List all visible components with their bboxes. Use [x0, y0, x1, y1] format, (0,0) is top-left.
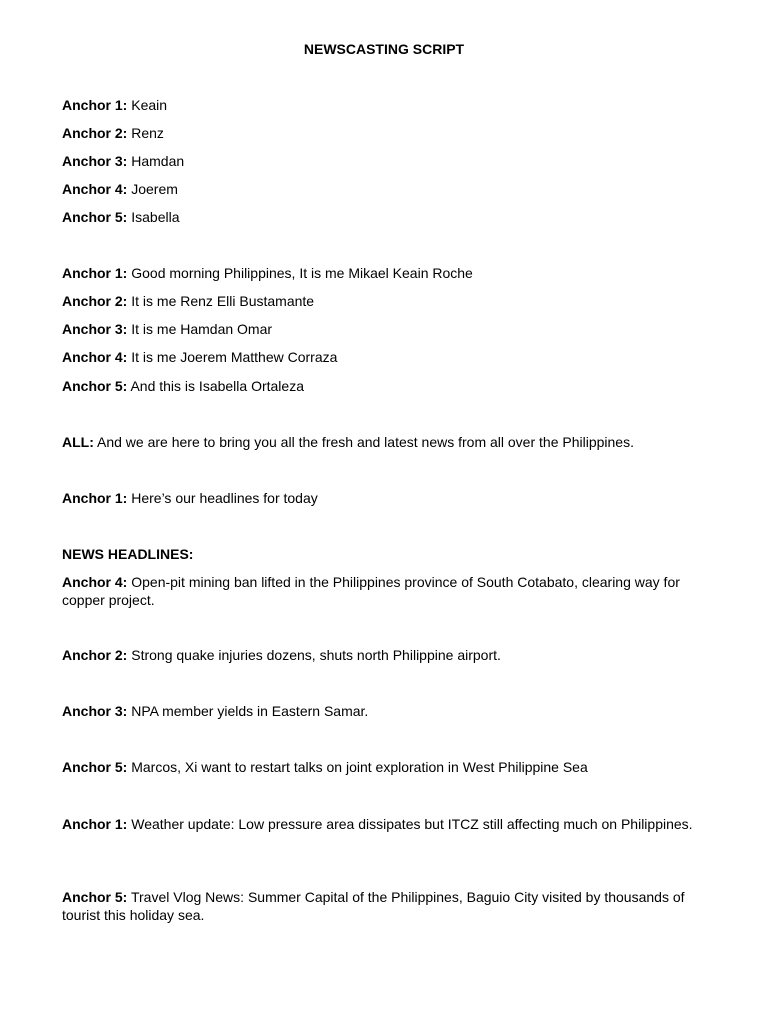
cast-line-5 — [62, 208, 702, 226]
speaker-label: Anchor 1: — [62, 490, 128, 506]
speaker-label: Anchor 3: — [62, 153, 128, 169]
headline-intro-line — [62, 489, 702, 507]
speaker-label: Anchor 4: — [62, 181, 128, 197]
intro-line-1 — [62, 264, 702, 282]
speaker-label: Anchor 2: — [62, 293, 128, 309]
cast-line-4 — [62, 180, 702, 198]
cast-name: Isabella — [127, 209, 180, 225]
headline-text: Marcos, Xi want to restart talks on joint exploration in West Philippine Sea — [127, 759, 588, 775]
headline-text: NPA member yields in Eastern Samar. — [127, 703, 369, 719]
dialogue-text: Good morning Philippines, It is me Mikael Keain Roche — [127, 265, 473, 281]
speaker-label: Anchor 1: — [62, 816, 128, 832]
speaker-label: Anchor 2: — [62, 647, 128, 663]
dialogue-text: It is me Hamdan Omar — [127, 321, 273, 337]
headline-text: Travel Vlog News: Summer Capital of the Philippines, Baguio City visited by thousands of tourist this holiday sea. — [62, 889, 685, 923]
cast-name: Keain — [127, 97, 168, 113]
headline-line-6 — [62, 888, 702, 924]
speaker-label: Anchor 3: — [62, 703, 128, 719]
dialogue-text: Here’s our headlines for today — [127, 490, 318, 506]
speaker-label: Anchor 4: — [62, 349, 128, 365]
cast-name: Hamdan — [127, 153, 185, 169]
headline-text: Strong quake injuries dozens, shuts north Philippine airport. — [127, 647, 501, 663]
speaker-label: Anchor 5: — [62, 209, 128, 225]
speaker-label: Anchor 5: — [62, 759, 128, 775]
speaker-label: ALL: — [62, 434, 94, 450]
dialogue-text: It is me Renz Elli Bustamante — [127, 293, 315, 309]
dialogue-text: And this is Isabella Ortaleza — [127, 378, 304, 394]
intro-line-2 — [62, 292, 702, 310]
all-line — [62, 433, 702, 451]
speaker-label: Anchor 5: — [62, 889, 128, 905]
headline-text: Weather update: Low pressure area dissipates but ITCZ still affecting much on Philippines. — [127, 816, 693, 832]
speaker-label: Anchor 1: — [62, 97, 128, 113]
speaker-label: Anchor 3: — [62, 321, 128, 337]
headline-line-2 — [62, 646, 702, 664]
dialogue-text: It is me Joerem Matthew Corraza — [127, 349, 338, 365]
speaker-label: Anchor 4: — [62, 574, 128, 590]
cast-line-1 — [62, 96, 702, 114]
headline-line-4 — [62, 758, 702, 776]
intro-line-3 — [62, 320, 702, 338]
headline-text: Open-pit mining ban lifted in the Philippines province of South Cotabato, clearing way for copper project. — [62, 574, 680, 608]
headline-line-5 — [62, 815, 702, 833]
document-title: NEWSCASTING SCRIPT — [303, 41, 465, 57]
headline-line-3 — [62, 702, 702, 720]
cast-name: Renz — [127, 125, 164, 141]
dialogue-text: And we are here to bring you all the fresh and latest news from all over the Philippines. — [93, 434, 634, 450]
speaker-label: Anchor 1: — [62, 265, 128, 281]
cast-line-2 — [62, 124, 702, 142]
headline-line-1 — [62, 573, 702, 609]
cast-line-3 — [62, 152, 702, 170]
speaker-label: Anchor 5: — [62, 378, 128, 394]
intro-line-4 — [62, 348, 702, 366]
speaker-label: Anchor 2: — [62, 125, 128, 141]
section-heading: NEWS HEADLINES: — [62, 546, 194, 562]
cast-name: Joerem — [127, 181, 178, 197]
intro-line-5 — [62, 377, 702, 395]
